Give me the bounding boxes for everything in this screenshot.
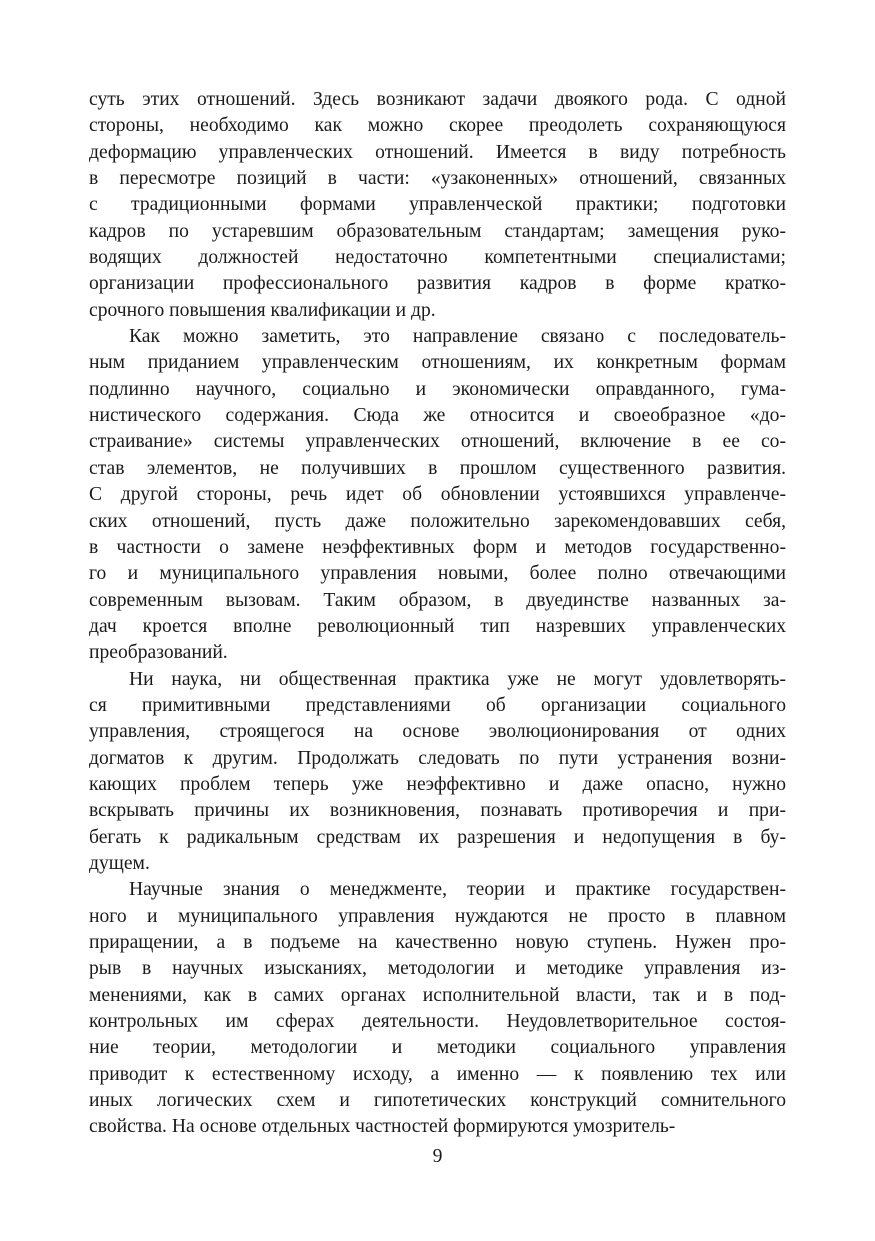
text-line: контрольных им сферах деятельности. Неудовлетворительное состоя- — [89, 1011, 786, 1033]
text-line: преобразований. — [89, 642, 228, 664]
text-line: деформацию управленческих отношений. Имеется в виду потребность — [89, 141, 786, 163]
paragraph — [89, 667, 786, 878]
text-line: организации профессионального развития кадров в форме кратко- — [89, 273, 786, 295]
text-line: Как можно заметить, это направление связано с последователь- — [129, 326, 786, 348]
text-line: кадров по устаревшим образовательным стандартам; замещения руко- — [89, 220, 786, 242]
text-line: менениями, как в самих органах исполнительной власти, так и в под- — [89, 984, 786, 1006]
text-line: водящих должностей недостаточно компетентными специалистами; — [89, 247, 786, 269]
text-line: приводит к естественному исходу, а именно — к появлению тех или — [89, 1063, 786, 1085]
text-line: стороны, необходимо как можно скорее преодолеть сохраняющуюся — [89, 115, 786, 137]
text-line: нистического содержания. Сюда же относится и своеобразное «до- — [89, 405, 786, 427]
page-number: 9 — [432, 1146, 443, 1167]
paragraph — [89, 324, 786, 666]
text-line: рыв в научных изысканиях, методологии и методике управления из- — [89, 958, 786, 980]
text-line: догматов к другим. Продолжать следовать по пути устранения возни- — [89, 747, 786, 769]
text-line: приращении, а в подъеме на качественно новую ступень. Нужен про- — [89, 932, 786, 953]
text-line: дач кроется вполне революционный тип назревших управленческих — [89, 615, 786, 637]
paragraph — [89, 87, 786, 324]
text-line: ного и муниципального управления нуждаются не просто в плавном — [89, 905, 786, 927]
text-line: управления, строящегося на основе эволюционирования от одних — [89, 721, 786, 743]
text-line: в частности о замене неэффективных форм и методов государственно- — [89, 536, 786, 558]
text-line: с традиционными формами управленческой практики; подготовки — [89, 194, 786, 216]
text-line: страивание» системы управленческих отношений, включение в ее со- — [89, 431, 786, 453]
text-line: ным приданием управленческим отношениям, их конкретным формам — [89, 352, 786, 374]
text-line: С другой стороны, речь идет об обновлении устоявшихся управленче- — [89, 484, 786, 506]
text-line: суть этих отношений. Здесь возникают задачи двоякого рода. С одной — [89, 89, 786, 110]
text-line: дущем. — [89, 852, 150, 874]
text-line: ся примитивными представлениями об организации социального — [89, 694, 786, 716]
text-line: Научные знания о менеджменте, теории и практике государствен- — [129, 879, 786, 901]
text-line: подлинно научного, социально и экономически оправданного, гума- — [89, 378, 786, 400]
text-line: кающих проблем теперь уже неэффективно и даже опасно, нужно — [89, 773, 786, 795]
text-line: Ни наука, ни общественная практика уже не могут удовлетворять- — [129, 668, 786, 690]
text-line: в пересмотре позиций в части: «узаконенных» отношений, связанных — [89, 168, 786, 190]
text-line: го и муниципального управления новыми, более полно отвечающими — [89, 563, 786, 585]
text-line: вскрывать причины их возникновения, познавать противоречия и при- — [89, 800, 786, 822]
text-line: срочного повышения квалификации и др. — [89, 299, 436, 321]
text-line: свойства. На основе отдельных частностей формируются умозритель- — [89, 1116, 676, 1138]
text-line: став элементов, не получивших в прошлом существенного развития. — [89, 457, 786, 479]
text-line: современным вызовам. Таким образом, в двуединстве названных за- — [89, 589, 786, 611]
paragraph — [89, 877, 786, 1140]
body-text — [89, 87, 786, 1141]
text-line: бегать к радикальным средствам их разрешения и недопущения в бу- — [89, 826, 786, 848]
text-line: ских отношений, пусть даже положительно зарекомендовавших себя, — [89, 510, 786, 532]
text-line: иных логических схем и гипотетических конструкций сомнительного — [89, 1090, 786, 1112]
text-line: ние теории, методологии и методики социального управления — [89, 1037, 786, 1059]
